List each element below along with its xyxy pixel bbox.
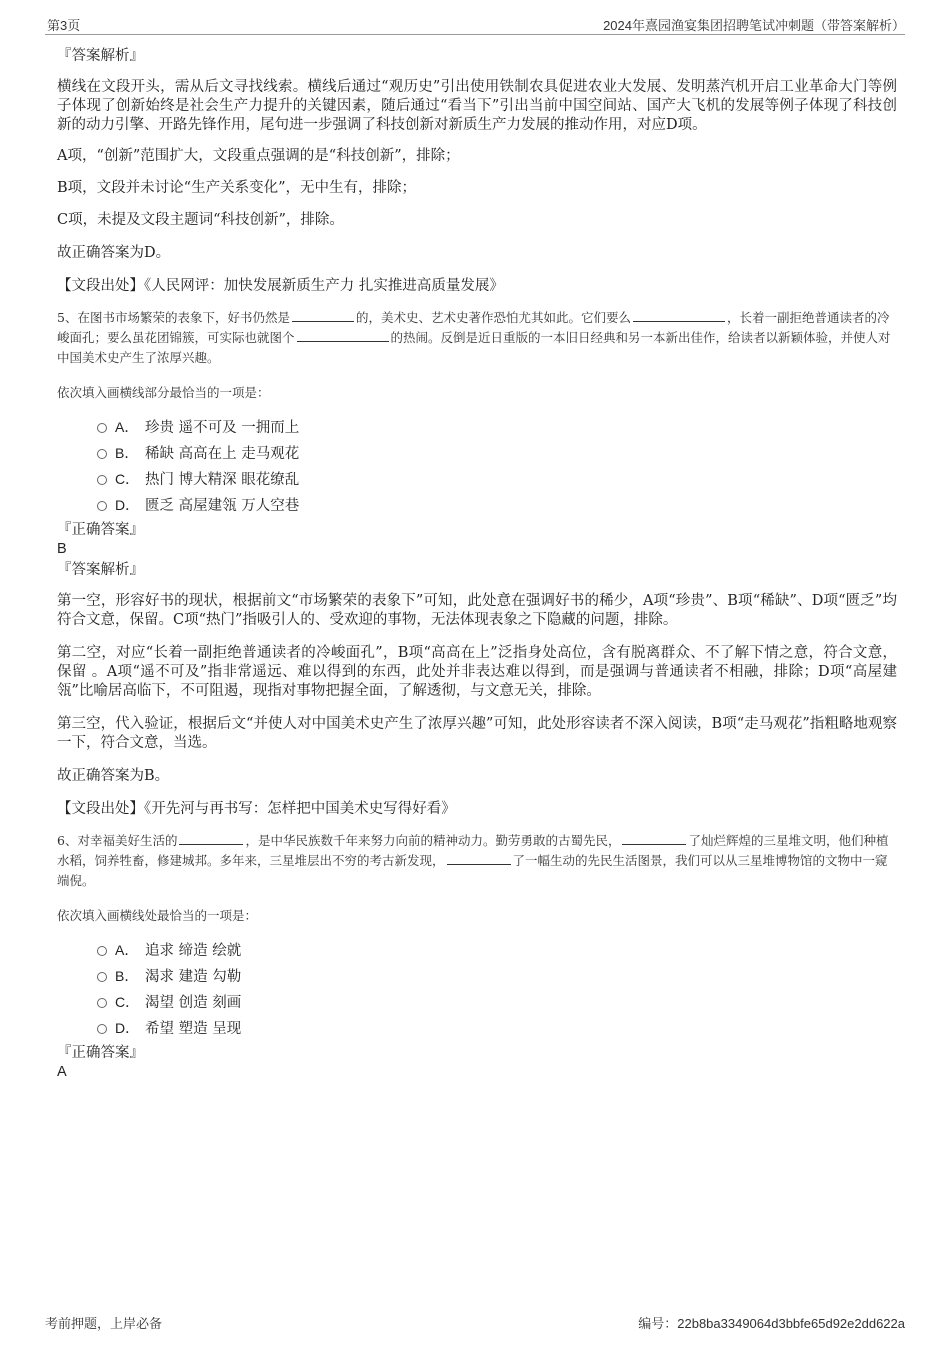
q6-prompt: 依次填入画横线处最恰当的一项是： (57, 908, 258, 923)
document-title: 2024年熹园渔宴集团招聘笔试冲刺题（带答案解析） (603, 18, 905, 33)
fill-blank (297, 328, 389, 342)
q6-question-text: 6、对幸福美好生活的 ，是中华民族数千年来努力向前的精神动力。勤劳勇敢的古蜀先民， 了灿烂辉煌的三星堆文明，他们种植水稻，饲养牲畜，修建城邦。多年来，三星堆层出不穷的考古新发现， 了一幅生动的先民生活图景，我们可以从三星堆博物馆的文物中一窥端倪。 (57, 833, 889, 888)
q4-analysis-heading: 『答案解析』 (57, 48, 144, 64)
q6-option-a[interactable]: A． 追求 缔造 绘就 (57, 937, 897, 963)
q5-option-d[interactable]: D． 匮乏 高屋建瓴 万人空巷 (57, 492, 897, 518)
radio-icon[interactable] (97, 946, 107, 956)
fill-blank (447, 851, 511, 865)
q5-question-text: 5、在图书市场繁荣的表象下，好书仍然是 的，美术史、艺术史著作恐怕尤其如此。它们要么 ，长着一副拒绝普通读者的冷峻面孔；要么虽花团锦簇，可实际也就图个 的热闹。反倒是近日重版的一本旧日经典和另一本新出佳作，给读者以新颖体验，并使人对中国美术史产生了浓厚兴趣。 (57, 310, 891, 365)
radio-icon[interactable] (97, 423, 107, 433)
q5-correct-answer: B (57, 541, 67, 557)
q6-option-b[interactable]: B． 渴求 建造 勾勒 (57, 963, 897, 989)
q5-option-c[interactable]: C． 热门 博大精深 眼花缭乱 (57, 466, 897, 492)
q5-analysis-paragraph: 第二空，对应“长着一副拒绝普通读者的冷峻面孔”，B项“高高在上”泛指身处高位，含有脱离群众、不了解下情之意，符合文意， 保留 。A项“遥不可及”指非常遥远、难以得到的东西，此处并非表达难以得到，而是强调与普通读者不相融，排除；D项“高屋建瓴”比喻居高临下，不可阻遏，现指对事物把握全面，了解透彻，与文意无关，排除。 (57, 645, 897, 699)
radio-icon[interactable] (97, 449, 107, 459)
q6-correct-heading: 『正确答案』 (57, 1045, 144, 1061)
q5-analysis-paragraph: 第一空，形容好书的现状，根据前文“市场繁荣的表象下”可知，此处意在强调好书的稀少，A项“珍贵”、B项“稀缺”、D项“匮乏”均符合文意，保留。C项“热门”指吸引人的、受欢迎的事物，无法体现表象之下隐藏的问题，排除。 (57, 593, 897, 628)
q4-answer-conclusion: 故正确答案为D。 (57, 245, 171, 261)
radio-icon[interactable] (97, 1024, 107, 1034)
radio-icon[interactable] (97, 972, 107, 982)
q4-analysis-paragraph: A项，“创新”范围扩大，文段重点强调的是“科技创新”，排除； (57, 148, 460, 164)
q5-analysis-paragraph: 第三空，代入验证，根据后文“并使人对中国美术史产生了浓厚兴趣”可知，此处形容读者不深入阅读，B项“走马观花”指粗略地观察一下，符合文意，当选。 (57, 716, 897, 751)
radio-icon[interactable] (97, 998, 107, 1008)
q4-analysis-paragraph: C项，未提及文段主题词“科技创新”，排除。 (57, 212, 344, 228)
q6-correct-answer: A (57, 1064, 67, 1080)
footer-slogan: 考前押题，上岸必备 (45, 1316, 163, 1331)
q6-option-c[interactable]: C． 渴望 创造 刻画 (57, 989, 897, 1015)
q6-options (57, 937, 897, 1041)
radio-icon[interactable] (97, 501, 107, 511)
fill-blank (633, 308, 725, 322)
q4-source: 【文段出处】《人民网评：加快发展新质生产力 扎实推进高质量发展》 (57, 278, 504, 294)
q5-option-a[interactable]: A． 珍贵 遥不可及 一拥而上 (57, 414, 897, 440)
q5-options (57, 414, 897, 518)
q5-analysis-heading: 『答案解析』 (57, 562, 144, 578)
q5-prompt: 依次填入画横线部分最恰当的一项是： (57, 385, 270, 400)
q4-analysis-paragraph: 横线在文段开头，需从后文寻找线索。横线后通过“观历史”引出使用铁制农具促进农业大发展、发明蒸汽机开启工业革命大门等例子体现了创新始终是社会生产力提升的关键因素，随后通过“看当下”引出当前中国空间站、国产大飞机的发展等例子体现了科技创新的动力引擎、开路先锋作用，尾句进一步强调了科技创新对新质生产力发展的推动作用，对应D项。 (57, 79, 897, 133)
fill-blank (622, 831, 686, 845)
page-header (45, 14, 905, 35)
q5-answer-conclusion: 故正确答案为B。 (57, 768, 170, 784)
q5-correct-heading: 『正确答案』 (57, 522, 144, 538)
radio-icon[interactable] (97, 475, 107, 485)
fill-blank (292, 308, 354, 322)
q5-source: 【文段出处】《开先河与再书写：怎样把中国美术史写得好看》 (57, 801, 456, 817)
q5-option-b[interactable]: B． 稀缺 高高在上 走马观花 (57, 440, 897, 466)
page-number: 第3页 (47, 18, 81, 33)
document-serial: 编号：22b8ba3349064d3bbfe65d92e2dd622a (638, 1316, 905, 1331)
fill-blank (179, 831, 243, 845)
page-content (57, 46, 897, 1081)
page-footer (45, 1313, 905, 1331)
q6-option-d[interactable]: D． 希望 塑造 呈现 (57, 1015, 897, 1041)
q4-analysis-paragraph: B项，文段并未讨论“生产关系变化”，无中生有，排除； (57, 180, 416, 196)
